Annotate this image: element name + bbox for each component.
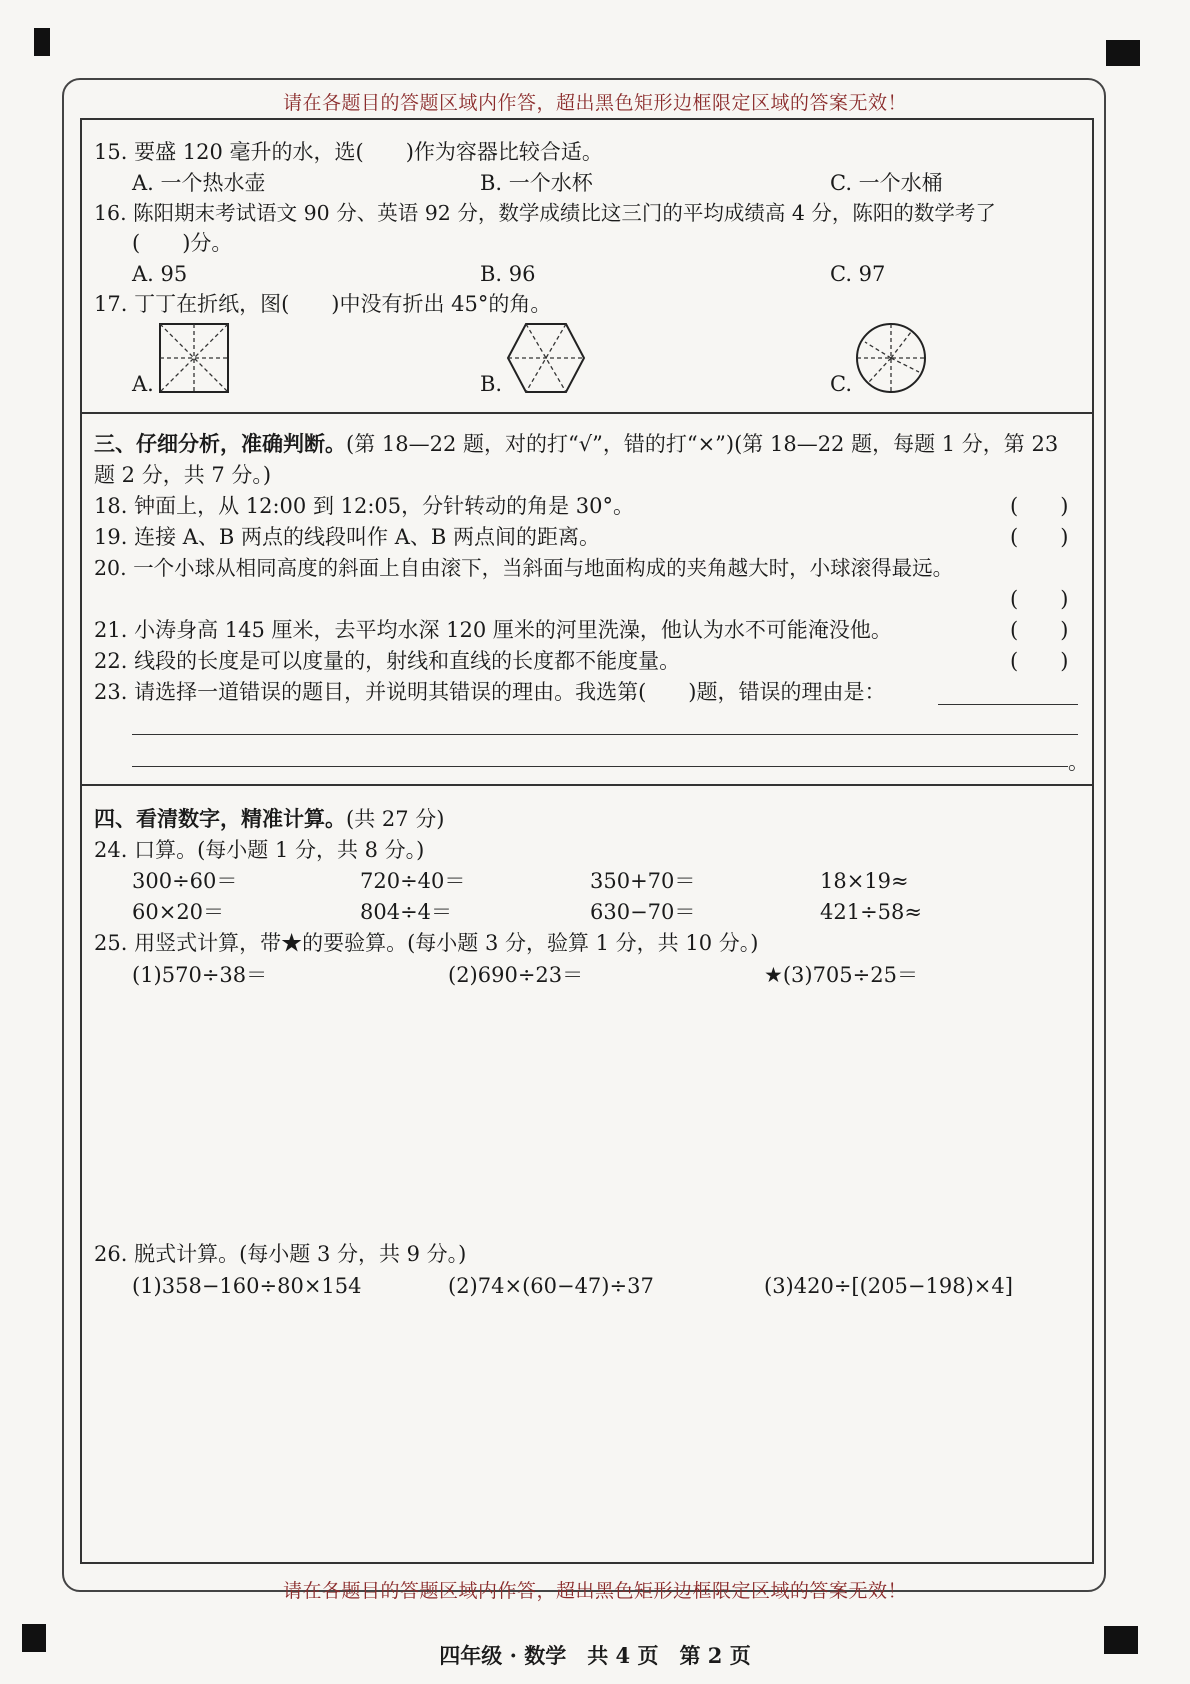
q23-answer-line-3[interactable] (132, 766, 1068, 767)
q22: 22. 线段的长度是可以度量的，射线和直线的长度都不能度量。 (94, 649, 681, 673)
q17-option-a: A. (132, 372, 154, 396)
q17-option-c: C. (830, 372, 852, 396)
q24-stem: 24. 口算。(每小题 1 分，共 8 分。) (94, 838, 425, 862)
folded-hexagon-figure (506, 322, 586, 394)
q26-item-1: (1)358−160÷80×154 (132, 1274, 362, 1298)
q20-answer-paren[interactable]: ( ) (1010, 587, 1069, 611)
q16-stem-cont: ( )分。 (132, 231, 233, 255)
section-4-title: 四、看清数字，精准计算。 (94, 806, 346, 831)
section-3-heading-cont: 题 2 分，共 7 分。) (94, 463, 272, 487)
q24-item-2: 720÷40＝ (360, 869, 466, 893)
q24-item-5: 60×20＝ (132, 900, 225, 924)
q23-period: 。 (1068, 750, 1089, 774)
section-3-instructions: (第 18—22 题，对的打“√”，错的打“×”)(第 18—22 题，每题 1 分，第 23 (346, 432, 1059, 456)
q23-answer-line-1[interactable] (938, 704, 1078, 705)
q20: 20. 一个小球从相同高度的斜面上自由滚下，当斜面与地面构成的夹角越大时，小球滚得最远。 (94, 556, 954, 580)
q15-option-b: B. 一个水杯 (480, 171, 593, 195)
q23-answer-line-2[interactable] (132, 734, 1078, 735)
divider-section-3 (82, 412, 1092, 414)
q23: 23. 请选择一道错误的题目，并说明其错误的理由。我选第( )题，错误的理由是： (94, 680, 886, 704)
q26-work-area[interactable] (94, 1306, 1084, 1546)
q26-stem: 26. 脱式计算。(每小题 3 分，共 9 分。) (94, 1242, 467, 1266)
q19-answer-paren[interactable]: ( ) (1010, 525, 1069, 549)
q25-work-area[interactable] (94, 995, 1084, 1235)
section-4-points: (共 27 分) (346, 807, 445, 831)
q22-answer-paren[interactable]: ( ) (1010, 649, 1069, 673)
section-4-heading (94, 805, 444, 833)
q24-item-7: 630−70＝ (590, 900, 696, 924)
q17-stem: 17. 丁丁在折纸，图( )中没有折出 45°的角。 (94, 292, 552, 316)
q18: 18. 钟面上，从 12:00 到 12:05，分针转动的角是 30°。 (94, 494, 635, 518)
page-footer: 四年级 · 数学 共 4 页 第 2 页 (439, 1643, 751, 1668)
folded-circle-figure (855, 322, 927, 394)
registration-mark-top-right (1106, 40, 1140, 66)
q25-item-1: (1)570÷38＝ (132, 963, 268, 987)
q21-answer-paren[interactable]: ( ) (1010, 618, 1069, 642)
registration-mark-top-left (34, 28, 50, 56)
q16-option-c: C. 97 (830, 262, 886, 286)
q15-option-a: A. 一个热水壶 (132, 171, 266, 195)
q16-stem: 16. 陈阳期末考试语文 90 分、英语 92 分，数学成绩比这三门的平均成绩高 4 分，陈阳的数学考了 (94, 201, 996, 225)
notice-top: 请在各题目的答题区域内作答，超出黑色矩形边框限定区域的答案无效！ (282, 92, 907, 114)
q26-item-2: (2)74×(60−47)÷37 (448, 1274, 654, 1298)
q24-item-3: 350+70＝ (590, 869, 696, 893)
q18-answer-paren[interactable]: ( ) (1010, 494, 1069, 518)
q25-item-3: ★(3)705÷25＝ (764, 963, 918, 987)
section-3-title: 三、仔细分析，准确判断。 (94, 431, 346, 456)
folded-square-figure (158, 322, 230, 394)
notice-bottom: 请在各题目的答题区域内作答，超出黑色矩形边框限定区域的答案无效！ (282, 1580, 907, 1602)
q19: 19. 连接 A、B 两点的线段叫作 A、B 两点间的距离。 (94, 525, 600, 549)
divider-section-4 (82, 784, 1092, 786)
q16-option-b: B. 96 (480, 262, 536, 286)
q15-stem: 15. 要盛 120 毫升的水，选( )作为容器比较合适。 (94, 140, 603, 164)
q24-item-6: 804÷4＝ (360, 900, 453, 924)
q24-item-1: 300÷60＝ (132, 869, 238, 893)
section-3-heading (94, 430, 1058, 458)
q25-item-2: (2)690÷23＝ (448, 963, 584, 987)
q24-item-4: 18×19≈ (820, 869, 909, 893)
q16-option-a: A. 95 (132, 262, 188, 286)
q15-option-c: C. 一个水桶 (830, 171, 943, 195)
q25-stem: 25. 用竖式计算，带★的要验算。(每小题 3 分，验算 1 分，共 10 分。) (94, 931, 759, 955)
q24-item-8: 421÷58≈ (820, 900, 922, 924)
q21: 21. 小涛身高 145 厘米，去平均水深 120 厘米的河里洗澡，他认为水不可能淹没他。 (94, 618, 892, 642)
q26-item-3: (3)420÷[(205−198)×4] (764, 1274, 1013, 1298)
q17-option-b: B. (480, 372, 503, 396)
